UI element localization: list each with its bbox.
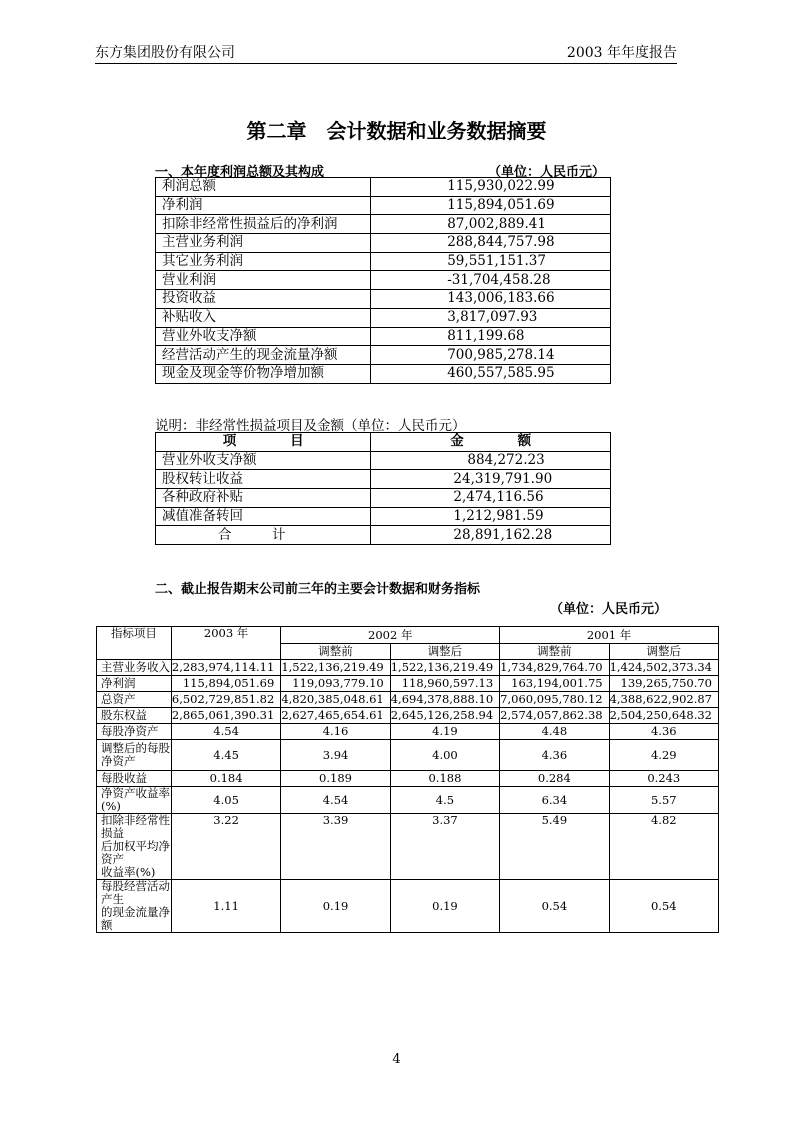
table-subheader-row: 调整前 调整后 调整前 调整后 [97, 644, 719, 660]
table-header-row: 项 目 金 额 [156, 433, 611, 452]
table-row: 净利润 115,894,051.69 119,093,779.10 118,960,597.13 163,194,001.75 139,265,750.70 [97, 676, 719, 692]
page-number: 4 [392, 1052, 401, 1067]
table-header-row: 指标项目 2003 年 2002 年 2001 年 [97, 627, 719, 644]
table-total-row: 合 计 28,891,162.28 [156, 526, 611, 545]
section2-heading: 二、截止报告期末公司前三年的主要会计数据和财务指标 [155, 582, 481, 597]
chapter-title: 第二章 会计数据和业务数据摘要 [246, 119, 547, 143]
section2-unit: （单位：人民币元） [550, 602, 668, 617]
table-row: 各种政府补贴 2,474,116.56 [156, 489, 611, 508]
table-row: 股东权益 2,865,061,390.31 2,627,465,654.61 2,645,126,258.94 2,574,057,862.38 2,504,250,648.32 [97, 708, 719, 724]
note-text: 说明：非经常性损益项目及金额（单位：人民币元） [155, 418, 466, 434]
table-row: 减值准备转回 1,212,981.59 [156, 507, 611, 526]
table-row: 净资产收益率(%) 4.05 4.54 4.5 6.34 5.57 [97, 787, 719, 814]
table-row: 营业利润 -31,704,458.28 [156, 271, 611, 290]
table-row: 每股净资产 4.54 4.16 4.19 4.48 4.36 [97, 724, 719, 740]
section1-heading: 一、本年度利润总额及其构成 [155, 165, 325, 180]
table-row: 每股经营活动产生 的现金流量净额 1.11 0.19 0.19 0.54 0.54 [97, 880, 719, 933]
table-row: 营业外收支净额 811,199.68 [156, 327, 611, 346]
financial-indicators-table [96, 626, 719, 933]
table-row: 扣除非经常性损益 后加权平均净资产 收益率(%) 3.22 3.39 3.37 5.49 4.82 [97, 814, 719, 880]
table-row: 利润总额 115,930,022.99 [156, 178, 611, 197]
table-row: 总资产 6,502,729,851.82 4,820,385,048.61 4,694,378,888.10 7,060,095,780.12 4,388,622,902.87 [97, 692, 719, 708]
nonrecurring-table [155, 432, 611, 545]
table-row: 股权转让收益 24,319,791.90 [156, 470, 611, 489]
table-row: 净利润 115,894,051.69 [156, 196, 611, 215]
section1-unit: （单位：人民币元） [488, 165, 606, 180]
profit-table [155, 177, 611, 384]
header-company: 东方集团股份有限公司 [95, 45, 235, 61]
table-row: 经营活动产生的现金流量净额 700,985,278.14 [156, 346, 611, 365]
header-divider [95, 63, 677, 64]
table-row: 扣除非经常性损益后的净利润 87,002,889.41 [156, 215, 611, 234]
table-row: 补贴收入 3,817,097.93 [156, 308, 611, 327]
table-row: 主营业务利润 288,844,757.98 [156, 234, 611, 253]
table-row: 现金及现金等价物净增加额 460,557,585.95 [156, 364, 611, 383]
table-row: 营业外收支净额 884,272.23 [156, 451, 611, 470]
table-row: 投资收益 143,006,183.66 [156, 290, 611, 309]
table-row: 调整后的每股 净资产 4.45 3.94 4.00 4.36 4.29 [97, 740, 719, 771]
table-row: 每股收益 0.184 0.189 0.188 0.284 0.243 [97, 771, 719, 787]
table-row: 其它业务利润 59,551,151.37 [156, 252, 611, 271]
header-report: 2003 年年度报告 [566, 45, 677, 61]
table-row: 主营业务收入 2,283,974,114.11 1,522,136,219.49 1,522,136,219.49 1,734,829,764.70 1,424,502,373.34 [97, 660, 719, 676]
